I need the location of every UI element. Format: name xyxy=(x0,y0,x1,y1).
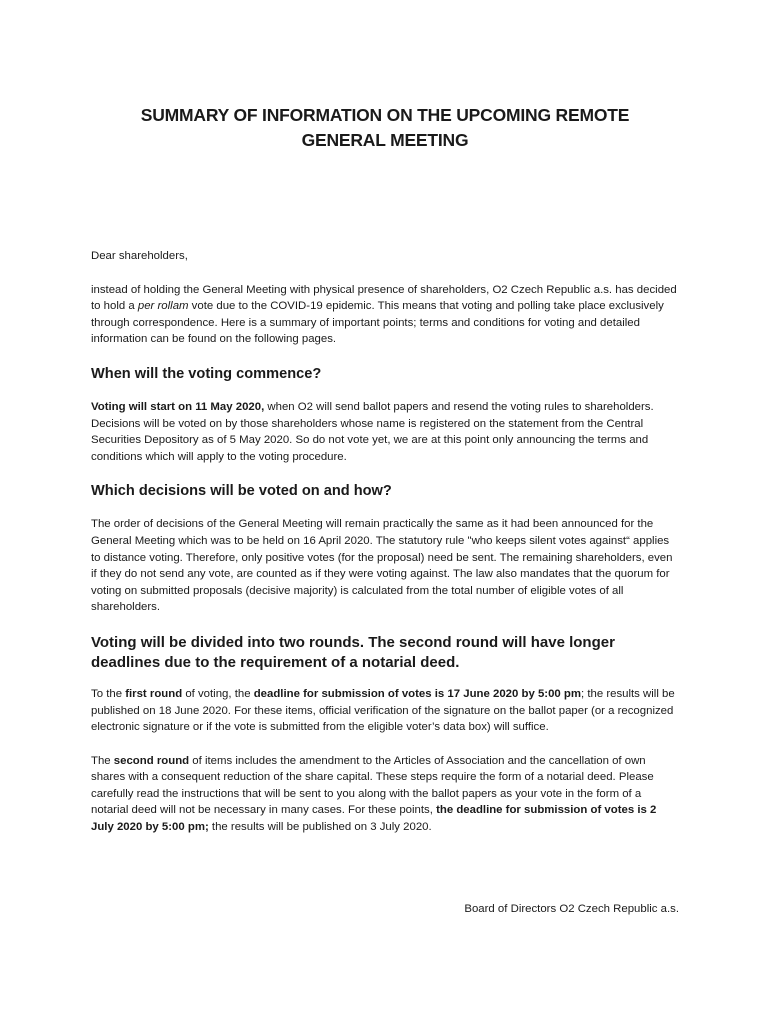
first-round-paragraph xyxy=(91,686,679,736)
intro-text-1: instead of holding the General Meeting with physical presence of shareholders, O2 Czech Republic a.s. has decided to hold a xyxy=(91,283,677,313)
second-round-bold-1: second round xyxy=(113,754,190,767)
title-line-2: GENERAL MEETING xyxy=(301,130,469,150)
first-round-text-3: ; the results will be published on 18 June 2020. For these items, official verification of the signature on the ballot paper (or a recognized electronic signature or if the vote is submitted from the eligible voter’s data box) will suffice. xyxy=(91,687,675,734)
intro-italic: per rollam xyxy=(137,300,189,313)
section-heading-voting-start: When will the voting commence? xyxy=(91,365,322,382)
second-round-text-2: of items includes the amendment to the Articles of Association and the cancellation of own shares with a consequent reduction of the share capital. These steps require the form of a notarial deed. Please carefully read the instructions that will be sent to you along with the ballot papers as your vote in the form of a notarial deed will not be necessary in many cases. For these points, xyxy=(91,754,654,817)
voting-start-bold: Voting will start on 11 May 2020, xyxy=(91,400,265,413)
first-round-bold-1: first round xyxy=(125,687,183,700)
first-round-deadline: deadline for submission of votes is 17 June 2020 by 5:00 pm xyxy=(253,687,581,700)
document-body xyxy=(91,248,679,853)
greeting: Dear shareholders, xyxy=(91,250,188,262)
second-round-text-1: The xyxy=(91,754,114,767)
intro-paragraph xyxy=(91,282,679,348)
voting-start-text: when O2 will send ballot papers and resend the voting rules to shareholders. Decisions will be voted on by those shareholders whose name is registered on the statement from the Central Securities Depository as of 5 May 2020. So do not vote yet, we are at this point only announcing the terms and conditions which will apply to the voting procedure. xyxy=(91,400,654,463)
section-heading-decisions: Which decisions will be voted on and how? xyxy=(91,483,392,500)
second-round-text-3: the results will be published on 3 July 2020. xyxy=(208,821,432,834)
document-title xyxy=(80,103,690,153)
section-decisions-paragraph: The order of decisions of the General Meeting will remain practically the same as it had been announced for the General Meeting which was to be held on 16 April 2020. The statutory rule "who keeps silent votes against“ applies to distance voting. Therefore, only positive votes (for the proposal) need be sent. The remaining shareholders, even if they do not send any vote, are counted as if they were voting against. The law also mandates that the quorum for voting on submitted proposals (decisive majority) is calculated from the total number of eligible votes of all shareholders. xyxy=(91,518,673,614)
first-round-text-2: of voting, the xyxy=(182,687,254,700)
section-voting-start-paragraph xyxy=(91,399,679,465)
first-round-text-1: To the xyxy=(91,687,126,700)
second-round-deadline: the deadline for submission of votes is 2 July 2020 by 5:00 pm; xyxy=(91,804,657,834)
second-round-paragraph xyxy=(91,753,679,836)
section-heading-rounds: Voting will be divided into two rounds. The second round will have longer deadlines due to the requirement of a notarial deed. xyxy=(91,633,615,671)
title-line-1: SUMMARY OF INFORMATION ON THE UPCOMING REMOTE xyxy=(140,105,630,125)
intro-text-2: vote due to the COVID-19 epidemic. This means that voting and polling take place exclusively through correspondence. Here is a summary of important points; terms and conditions for voting and detailed information can be found on the following pages. xyxy=(91,300,664,346)
signature: Board of Directors O2 Czech Republic a.s. xyxy=(464,903,679,915)
